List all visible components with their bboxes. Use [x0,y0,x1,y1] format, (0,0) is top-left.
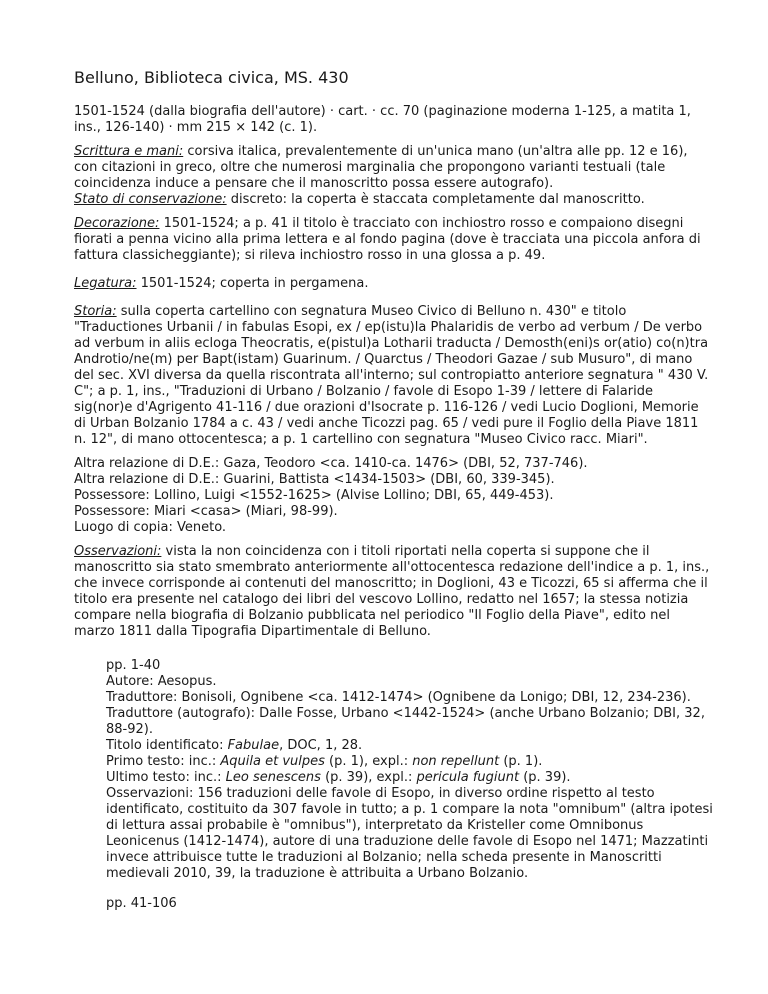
decorazione-label: Decorazione: [74,216,160,231]
primo-explicit: non repellunt [412,754,500,769]
traduttore-autografo-line: Traduttore (autografo): Dalle Fosse, Urbano <1442-1524> (anche Urbano Bolzanio; DBI, 32, 88-92). [106,706,705,737]
legatura-text: 1501-1524; coperta in pergamena. [136,276,369,291]
decorazione-block [74,216,714,264]
storia-label: Storia: [74,304,117,319]
titolo-line [106,738,714,754]
possessore-line: Possessore: Lollino, Luigi <1552-1625> (Alvise Lollino; DBI, 65, 449-453). [74,488,554,503]
conservazione-text: discreto: la coperta è staccata completamente dal manoscritto. [226,192,645,207]
relation-line: Altra relazione di D.E.: Guarini, Battista <1434-1503> (DBI, 60, 339-345). [74,472,555,487]
ultimo-testo-line [106,770,714,786]
relation-line: Altra relazione di D.E.: Gaza, Teodoro <ca. 1410-ca. 1476> (DBI, 52, 737-746). [74,456,588,471]
titolo-work: Fabulae [227,738,280,753]
scrittura-block [74,144,714,208]
primo-post: (p. 1). [499,754,543,769]
content-sections [106,658,714,912]
ultimo-mid: (p. 39), expl.: [320,770,417,785]
decorazione-text: 1501-1524; a p. 41 il titolo è tracciato con inchiostro rosso e compaiono disegni fiorati a penna vicino alla prima lettera e al fondo pagina (dove è tracciata una piccola anfora di fattura classicheggiante); si rileva inchiostro rosso in una glossa a p. 49. [74,216,701,263]
traduttore-line: Traduttore: Bonisoli, Ognibene <ca. 1412-1474> (Ognibene da Lonigo; DBI, 12, 234-236). [106,690,691,705]
osservazioni-text: vista la non coincidenza con i titoli riportati nella coperta si suppone che il manoscritto sia stato smembrato anteriormente all'ottocentesca redazione dell'indice a p. 1, ins., che invece corrisponde ai contenuti del manoscritto; in Doglioni, 43 e Ticozzi, 65 si afferma che il titolo era presente nel catalogo dei libri del vescovo Lollino, redatto nel 1657; la stessa notizia compare nella biografia di Bolzanio pubblicata nel periodico "Il Foglio della Piave", edito nel marzo 1811 dalla Tipografia Dipartimentale di Belluno. [74,544,710,639]
conservazione-line [74,192,714,208]
legatura-block [74,276,714,292]
luogo-copia-line: Luogo di copia: Veneto. [74,520,227,535]
osservazioni-label: Osservazioni: [74,544,162,559]
titolo-prefix: Titolo identificato: [106,738,228,753]
autore-line: Autore: Aesopus. [106,674,217,689]
section-pages: pp. 41-106 [106,896,177,911]
section-osservazioni: Osservazioni: 156 traduzioni delle favole di Esopo, in diverso ordine rispetto al testo identificato, costituito da 307 favole in tutto; a p. 1 compare la nota "omnibum" (altra ipotesi di lettura assai probabile è "omnibus"), interpretato da Kristeller come Omnibonus Leonicenus (1412-1474), autore di una traduzione delle favole di Esopo nel 1471; Mazzatinti invece attribuisce tutte le traduzioni al Bolzanio; nella scheda presente in Manoscritti medievali 2010, 39, la traduzione è attribuita a Urbano Bolzanio. [106,786,713,881]
primo-testo-line [106,754,714,770]
ultimo-prefix: Ultimo testo: inc.: [106,770,226,785]
relations-block [74,456,714,536]
legatura-label: Legatura: [74,276,137,291]
scrittura-label: Scrittura e mani: [74,144,184,159]
section-2 [106,896,714,912]
page-title: Belluno, Biblioteca civica, MS. 430 [74,68,349,87]
storia-block [74,304,714,448]
storia-text: sulla coperta cartellino con segnatura Museo Civico di Belluno n. 430" e titolo "Traductiones Urbanii / in fabulas Esopi, ex / ep(istu)la Phalaridis de verbo ad verbum / De verbo ad verbum in aliis ecloga Theocratis, e(pistul)a Lotharii traducta / Demosth(eni)s or(atio) co(n)tra Androtio/ne(m) per Bapt(istam) Guarinum. / Quarctus / Theodori Gazae / sub Musuro", di mano del sec. XVI diversa da quella riscontrata all'interno; sul contropiatto anteriore segnatura " 430 V. C"; a p. 1, ins., "Traduzioni di Urbano / Bolzanio / favole di Esopo 1-39 / lettere di Falaride sig(nor)e d'Agrigento 41-116 / due orazioni d'Isocrate p. 116-126 / vedi Lucio Doglioni, Memorie di Urban Bolzanio 1784 a c. 43 / vedi anche Ticozzi pag. 65 / vedi pure il Foglio della Piave 1811 n. 12", di mano ottocentesca; a p. 1 cartellino con segnatura "Museo Civico racc. Miari". [74,304,709,447]
scrittura-text: corsiva italica, prevalentemente di un'unica mano (un'altra alle pp. 12 e 16), con citazioni in greco, oltre che numerosi marginalia che propongono varianti testuali (tale coincidenza induce a pensare che il manoscritto possa essere autografo). [74,144,688,191]
section-1 [106,658,714,882]
possessore-line: Possessore: Miari <casa> (Miari, 98-99). [74,504,338,519]
ultimo-post: (p. 39). [519,770,571,785]
primo-prefix: Primo testo: inc.: [106,754,221,769]
primo-incipit: Aquila et vulpes [220,754,325,769]
header-line: 1501-1524 (dalla biografia dell'autore) · cart. · cc. 70 (paginazione moderna 1-125, a matita 1, ins., 126-140) · mm 215 × 142 (c. 1). [74,104,691,135]
ultimo-explicit: pericula fugiunt [416,770,520,785]
conservazione-label: Stato di conservazione: [74,192,227,207]
titolo-ref: , DOC, 1, 28. [279,738,363,753]
primo-mid: (p. 1), expl.: [324,754,413,769]
osservazioni-block [74,544,714,640]
section-pages: pp. 1-40 [106,658,161,673]
ultimo-incipit: Leo senescens [225,770,321,785]
